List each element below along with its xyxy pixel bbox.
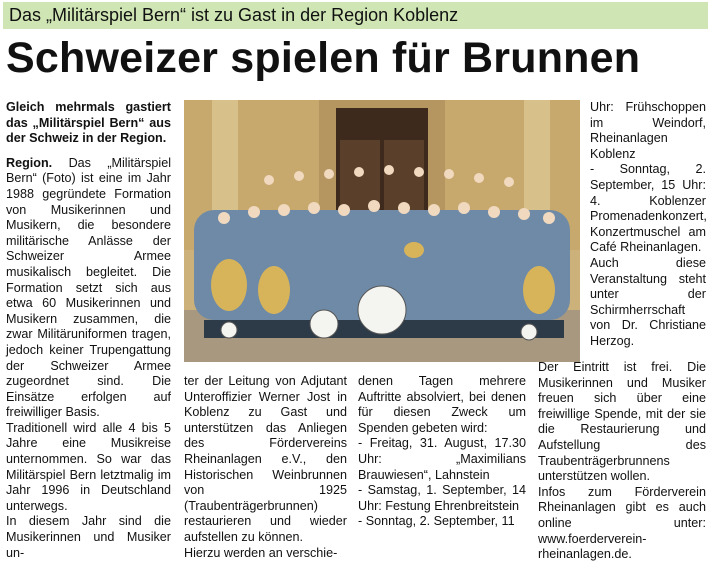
band-photo-illustration [184, 100, 580, 362]
column-4 [590, 100, 706, 350]
paragraph-1-text: Das „Militärspiel Bern“ (Foto) ist eine im Jahr 1988 gegründete Formation von Musikerinnen und Musikern, die besondere militärische Anlässe der Schweizer Armee musikalisch begleitet. Die Formation setzt sich aus etwa 60 Musikerinnen und Musikern zusammen, die zwar Militäruniformen tragen, jedoch keiner Trupengattung der Schweizer Armee zugeordnet sind. Die Einsätze erfolgen auf freiwilliger Basis. [6, 155, 172, 420]
col2-text-2: Hierzu werden an verschie- [184, 545, 338, 560]
column-1 [6, 100, 171, 561]
col4-p1: Uhr: Frühschoppen im Weindorf, Rheinanlagen Koblenz [590, 100, 706, 161]
paragraph-2: Traditionell wird alle 4 bis 5 Jahre eine Musikreise unternommen. So war das Militärspiel Bern letztmalig im Jahr 1996 in Deutschland unterwegs. [6, 420, 171, 513]
column-4-lower [538, 360, 706, 563]
col4-p2: - Sonntag, 2. September, 15 Uhr: 4. Koblenzer Promenadenkonzert, Konzertmuschel am Café Rheinanlagen. [590, 162, 707, 255]
region-label: Region. [6, 155, 53, 170]
headline: Schweizer spielen für Brunnen [6, 34, 641, 82]
band-photo [184, 100, 580, 362]
kicker-line: Das „Militärspiel Bern“ ist zu Gast in der Region Koblenz [3, 2, 708, 29]
col4-p4: Der Eintritt ist frei. Die Musikerinnen und Musiker freuen sich über eine freiwillige Spende, mit der sie die Restaurierung und Aufstellung des Traubenträgerbrunnens unterstützen wollen. [538, 360, 706, 484]
column-3 [358, 374, 526, 530]
col3-item-2: - Samstag, 1. September, 14 Uhr: Festung Ehrenbreitstein [358, 483, 526, 513]
col3-item-3: - Sonntag, 2. September, 11 [358, 514, 515, 529]
col4-p5: Infos zum Förderverein Rheinanlagen gibt es auch online unter: www.foerderverein-rheinanlagen.de. [538, 484, 706, 562]
paragraph-1 [6, 156, 171, 421]
col3-intro: denen Tagen mehrere Auftritte absolviert, bei denen für diesen Zweck um Spenden gebeten wird: [358, 374, 526, 435]
col4-p3: Auch diese Veranstaltung steht unter der Schirmherrschaft von Dr. Christiane Herzog. [590, 255, 706, 348]
col2-text: ter der Leitung von Adjutant Unteroffizier Werner Jost in Koblenz zu Gast und unterstützen das Anliegen des Fördervereins Rheinanlagen e.V., den Historischen Weinbrunnen von 1925 (Traubenträgerbrunnen) restaurieren und wieder aufstellen zu können. [184, 374, 347, 544]
lead-text: Gleich mehrmals gastiert das „Militärspiel Bern“ aus der Schweiz in der Region. [6, 100, 171, 146]
paragraph-3: In diesem Jahr sind die Musikerinnen und Musiker un- [6, 514, 171, 560]
col3-item-1: - Freitag, 31. August, 17.30 Uhr: „Maximilians Brauwiesen“, Lahnstein [358, 436, 526, 482]
column-2 [184, 374, 347, 561]
